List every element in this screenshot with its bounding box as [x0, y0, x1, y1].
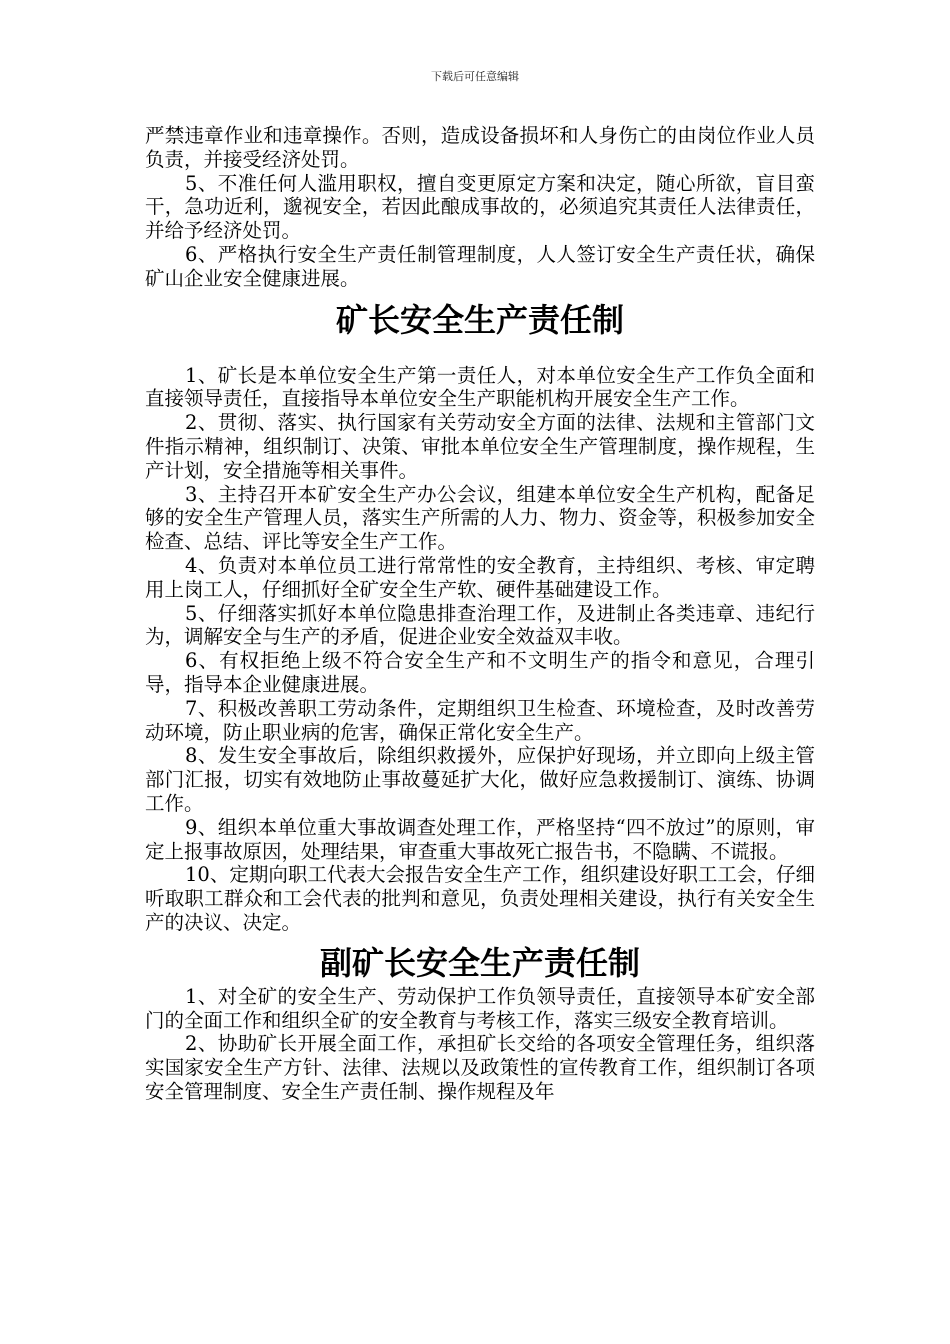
intro-paragraph: 6、严格执行安全生产责任制管理制度，人人签订安全生产责任状，确保矿山企业安全健康进展。 — [145, 242, 815, 290]
section1-paragraph: 5、仔细落实抓好本单位隐患排查治理工作，及进制止各类违章、违纪行为，调解安全与生产的矛盾，促进企业安全效益双丰收。 — [145, 601, 815, 649]
section1-paragraph: 10、定期向职工代表大会报告安全生产工作，组织建设好职工工会，仔细听取职工群众和工会代表的批判和意见，负责处理相关建设，执行有关安全生产的决议、决定。 — [145, 863, 815, 934]
section1-paragraph: 9、组织本单位重大事故调查处理工作，严格坚持“四不放过”的原则，审定上报事故原因，处理结果，审查重大事故死亡报告书，不隐瞒、不谎报。 — [145, 815, 815, 863]
section2-paragraph: 2、协助矿长开展全面工作，承担矿长交给的各项安全管理任务，组织落实国家安全生产方针、法律、法规以及政策性的宣传教育工作，组织制订各项安全管理制度、安全生产责任制、操作规程及年 — [145, 1032, 815, 1103]
section1-paragraph: 3、主持召开本矿安全生产办公会议，组建本单位安全生产机构，配备足够的安全生产管理人员，落实生产所需的人力、物力、资金等，积极参加安全检查、总结、评比等安全生产工作。 — [145, 482, 815, 554]
section1-paragraph: 4、负责对本单位员工进行常常性的安全教育，主持组织、考核、审定聘用上岗工人，仔细抓好全矿安全生产软、硬件基础建设工作。 — [145, 553, 815, 601]
header-note: 下载后可任意编辑 — [431, 70, 519, 83]
document-body — [145, 124, 815, 1104]
intro-paragraph: 5、不准任何人滥用职权，擅自变更原定方案和决定，随心所欲，盲目蛮干，急功近利，邈视安全，若因此酿成事故的，必须追究其责任人法律责任，并给予经济处罚。 — [145, 171, 815, 243]
section1-paragraph: 2、贯彻、落实、执行国家有关劳动安全方面的法律、法规和主管部门文件指示精神，组织制订、决策、审批本单位安全生产管理制度，操作规程，生产计划，安全措施等相关事件。 — [145, 411, 815, 482]
section1-paragraph: 6、有权拒绝上级不符合安全生产和不文明生产的指令和意见，合理引导，指导本企业健康进展。 — [145, 649, 815, 696]
intro-paragraph-continued: 严禁违章作业和违章操作。否则，造成设备损坏和人身伤亡的由岗位作业人员负责，并接受经济处罚。 — [145, 124, 815, 171]
section-title-mine-director: 矿长安全生产责任制 — [335, 300, 624, 339]
section1-paragraph: 7、积极改善职工劳动条件，定期组织卫生检查、环境检查，及时改善劳动环境，防止职业病的危害，确保正常化安全生产。 — [145, 696, 815, 744]
section1-paragraph: 8、发生安全事故后，除组织救援外，应保护好现场，并立即向上级主管部门汇报，切实有效地防止事故蔓延扩大化，做好应急救援制订、演练、协调工作。 — [145, 744, 815, 815]
section-title-deputy-director: 副矿长安全生产责任制 — [319, 943, 640, 982]
section1-paragraph: 1、矿长是本单位安全生产第一责任人，对本单位安全生产工作负全面和直接领导责任，直接指导本单位安全生产职能机构开展安全生产工作。 — [145, 363, 815, 411]
section2-paragraph: 1、对全矿的安全生产、劳动保护工作负领导责任，直接领导本矿安全部门的全面工作和组织全矿的安全教育与考核工作，落实三级安全教育培训。 — [145, 984, 815, 1032]
